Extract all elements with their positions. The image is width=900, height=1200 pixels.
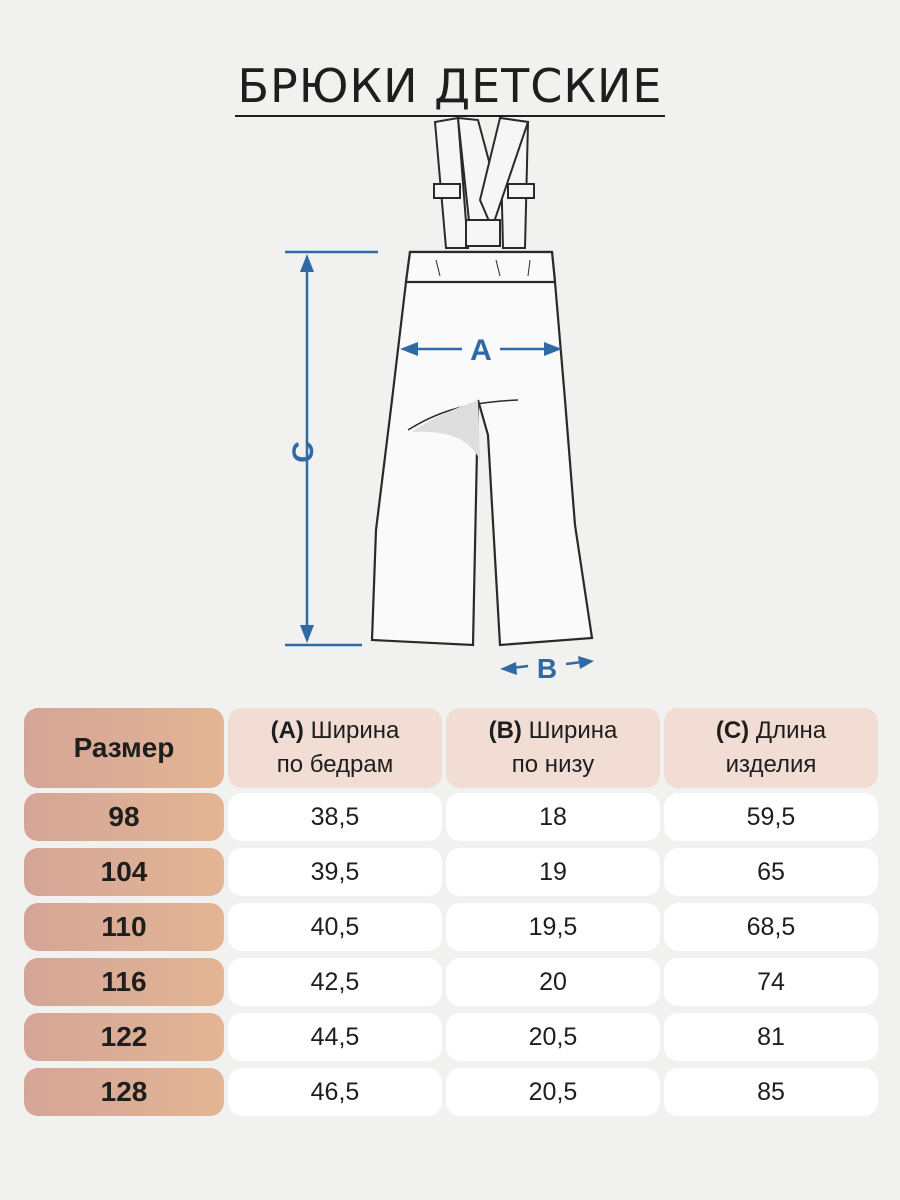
row-length: 74	[664, 958, 878, 1006]
header-bottom-width: (B) Ширина по низу	[446, 708, 660, 788]
suspenders-drawing	[434, 118, 534, 248]
row-bottom-width: 20,5	[446, 1013, 660, 1061]
row-hip-width: 46,5	[228, 1068, 442, 1116]
row-size: 116	[24, 958, 224, 1006]
row-hip-width: 44,5	[228, 1013, 442, 1061]
pants-drawing	[372, 252, 592, 645]
page-title: БРЮКИ ДЕТСКИЕ	[0, 59, 900, 113]
row-length: 81	[664, 1013, 878, 1061]
row-bottom-width: 18	[446, 793, 660, 841]
row-hip-width: 38,5	[228, 793, 442, 841]
row-bottom-width: 19	[446, 848, 660, 896]
row-length: 68,5	[664, 903, 878, 951]
row-length: 65	[664, 848, 878, 896]
label-c: C	[287, 441, 320, 463]
header-hip-width: (A) Ширина по бедрам	[228, 708, 442, 788]
row-hip-width: 39,5	[228, 848, 442, 896]
row-bottom-width: 20,5	[446, 1068, 660, 1116]
row-length: 85	[664, 1068, 878, 1116]
header-size: Размер	[24, 708, 224, 788]
row-size: 104	[24, 848, 224, 896]
pants-diagram	[0, 100, 900, 700]
header-length: (C) Длина изделия	[664, 708, 878, 788]
row-length: 59,5	[664, 793, 878, 841]
row-bottom-width: 20	[446, 958, 660, 1006]
row-size: 128	[24, 1068, 224, 1116]
row-size: 98	[24, 793, 224, 841]
row-hip-width: 40,5	[228, 903, 442, 951]
row-size: 122	[24, 1013, 224, 1061]
row-hip-width: 42,5	[228, 958, 442, 1006]
label-b: B	[536, 653, 558, 684]
row-size: 110	[24, 903, 224, 951]
row-bottom-width: 19,5	[446, 903, 660, 951]
label-a: A	[470, 334, 492, 367]
